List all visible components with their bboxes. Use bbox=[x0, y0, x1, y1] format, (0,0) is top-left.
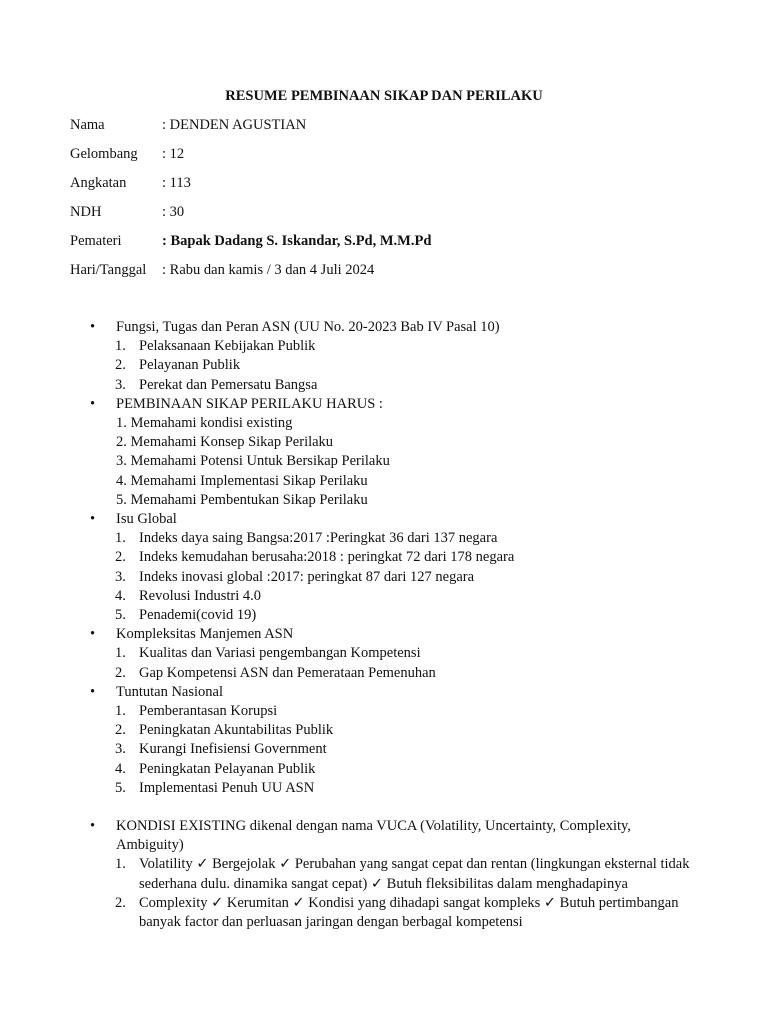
info-label: Gelombang bbox=[70, 146, 138, 162]
list-item: 5. Memahami Pembentukan Sikap Perilaku bbox=[116, 491, 368, 508]
list-item bbox=[70, 760, 700, 779]
list-number: 1. bbox=[115, 645, 126, 662]
list-item bbox=[70, 740, 700, 759]
info-value: : DENDEN AGUSTIAN bbox=[162, 117, 307, 133]
bullet-text: PEMBINAAN SIKAP PERILAKU HARUS : bbox=[116, 395, 383, 412]
list-text: Kualitas dan Variasi pengembangan Kompetensi bbox=[139, 645, 421, 662]
bullet-icon: • bbox=[90, 818, 96, 835]
bullet-icon: • bbox=[90, 511, 96, 528]
list-text: Indeks inovasi global :2017: peringkat 87 dari 127 negara bbox=[139, 568, 475, 585]
list-number: 2. bbox=[115, 357, 126, 374]
info-row bbox=[70, 144, 710, 173]
info-block bbox=[70, 115, 710, 289]
bullet-item bbox=[70, 318, 700, 337]
list-number: 2. bbox=[115, 549, 126, 566]
list-number: 2. bbox=[115, 664, 126, 681]
list-number: 5. bbox=[115, 607, 126, 624]
list-number: 1. bbox=[115, 856, 126, 873]
info-row bbox=[70, 115, 710, 144]
list-text: Indeks daya saing Bangsa:2017 :Peringkat 36 dari 137 negara bbox=[139, 530, 498, 547]
bullet-icon: • bbox=[90, 626, 96, 643]
document-title: RESUME PEMBINAAN SIKAP DAN PERILAKU bbox=[225, 88, 543, 104]
content-list bbox=[70, 318, 700, 932]
info-value: : 30 bbox=[162, 204, 185, 220]
list-text: Peningkatan Pelayanan Publik bbox=[139, 760, 316, 777]
bullet-icon: • bbox=[90, 319, 96, 335]
bullet-icon: • bbox=[90, 395, 96, 412]
list-item: 1. Memahami kondisi existing bbox=[116, 415, 293, 432]
info-row bbox=[70, 202, 710, 231]
bullet-item bbox=[70, 395, 700, 414]
list-item: 4. Memahami Implementasi Sikap Perilaku bbox=[116, 472, 368, 489]
info-row bbox=[70, 260, 710, 289]
list-item bbox=[70, 664, 700, 683]
list-number: 4. bbox=[115, 587, 126, 604]
list-item bbox=[70, 529, 700, 548]
bullet-text: Tuntutan Nasional bbox=[116, 683, 224, 700]
list-number: 1. bbox=[115, 703, 126, 720]
list-text: Perekat dan Pemersatu Bangsa bbox=[139, 376, 318, 393]
list-item: 2. Memahami Konsep Sikap Perilaku bbox=[116, 434, 334, 451]
bullet-text: Isu Global bbox=[116, 511, 177, 528]
spacer bbox=[70, 798, 700, 817]
list-text: Volatility ✓ Bergejolak ✓ Perubahan yang sangat cepat dan rentan (lingkungan eksternal tidak sederhana dulu. dinamika sangat cepat) ✓ Butuh fleksibilitas dalam menghadapinya bbox=[139, 856, 690, 892]
info-row bbox=[70, 231, 710, 260]
list-item: 3. Memahami Potensi Untuk Bersikap Perilaku bbox=[116, 453, 390, 470]
list-item bbox=[70, 376, 700, 395]
info-label: Hari/Tanggal bbox=[70, 262, 147, 278]
list-text: Revolusi Industri 4.0 bbox=[139, 587, 262, 604]
list-text: Kurangi Inefisiensi Government bbox=[139, 741, 327, 758]
list-item bbox=[70, 548, 700, 567]
bullet-item bbox=[70, 683, 700, 702]
list-text: Pelayanan Publik bbox=[139, 357, 241, 374]
bullet-item bbox=[70, 817, 700, 855]
info-value: : Bapak Dadang S. Iskandar, S.Pd, M.M.Pd bbox=[162, 233, 432, 249]
list-text: Peningkatan Akuntabilitas Publik bbox=[139, 722, 334, 739]
list-number: 2. bbox=[115, 894, 126, 911]
list-item bbox=[70, 644, 700, 663]
bullet-text: Kompleksitas Manjemen ASN bbox=[116, 626, 294, 643]
bullet-item bbox=[70, 510, 700, 529]
list-number: 1. bbox=[115, 338, 126, 355]
info-value: : 113 bbox=[162, 175, 191, 191]
bullet-item bbox=[70, 625, 700, 644]
list-number: 3. bbox=[115, 741, 126, 758]
info-label: Pemateri bbox=[70, 233, 122, 249]
info-label: NDH bbox=[70, 204, 102, 220]
list-number: 1. bbox=[115, 530, 126, 547]
list-item bbox=[70, 779, 700, 798]
list-number: 4. bbox=[115, 760, 126, 777]
list-item bbox=[70, 587, 700, 606]
list-item bbox=[70, 356, 700, 375]
list-text: Implementasi Penuh UU ASN bbox=[139, 779, 315, 796]
list-item bbox=[70, 721, 700, 740]
list-number: 3. bbox=[115, 376, 126, 393]
info-row bbox=[70, 173, 710, 202]
bullet-icon: • bbox=[90, 683, 96, 700]
list-item bbox=[70, 337, 700, 356]
bullet-text: Fungsi, Tugas dan Peran ASN (UU No. 20-2023 Bab IV Pasal 10) bbox=[116, 319, 500, 335]
info-value: : Rabu dan kamis / 3 dan 4 Juli 2024 bbox=[162, 262, 375, 278]
list-text: Pemberantasan Korupsi bbox=[139, 703, 278, 720]
bullet-text: KONDISI EXISTING dikenal dengan nama VUCA (Volatility, Uncertainty, Complexity, Ambiguity) bbox=[116, 818, 631, 854]
list-number: 5. bbox=[115, 779, 126, 796]
list-item bbox=[70, 855, 700, 893]
list-number: 2. bbox=[115, 722, 126, 739]
list-text: Complexity ✓ Kerumitan ✓ Kondisi yang dihadapi sangat kompleks ✓ Butuh pertimbangan banyak factor dan perluasan jaringan dengan berbagal kompetensi bbox=[139, 894, 679, 931]
info-label: Angkatan bbox=[70, 175, 127, 191]
list-text: Gap Kompetensi ASN dan Pemerataan Pemenuhan bbox=[139, 664, 436, 681]
list-item bbox=[70, 568, 700, 587]
list-text: Pelaksanaan Kebijakan Publik bbox=[139, 338, 316, 355]
list-text: Indeks kemudahan berusaha:2018 : peringkat 72 dari 178 negara bbox=[139, 549, 515, 566]
info-label: Nama bbox=[70, 117, 105, 133]
list-text: Penademi(covid 19) bbox=[139, 607, 257, 624]
list-item bbox=[70, 894, 700, 932]
list-number: 3. bbox=[115, 568, 126, 585]
list-item bbox=[70, 702, 700, 721]
info-value: : 12 bbox=[162, 146, 185, 162]
list-item bbox=[70, 606, 700, 625]
